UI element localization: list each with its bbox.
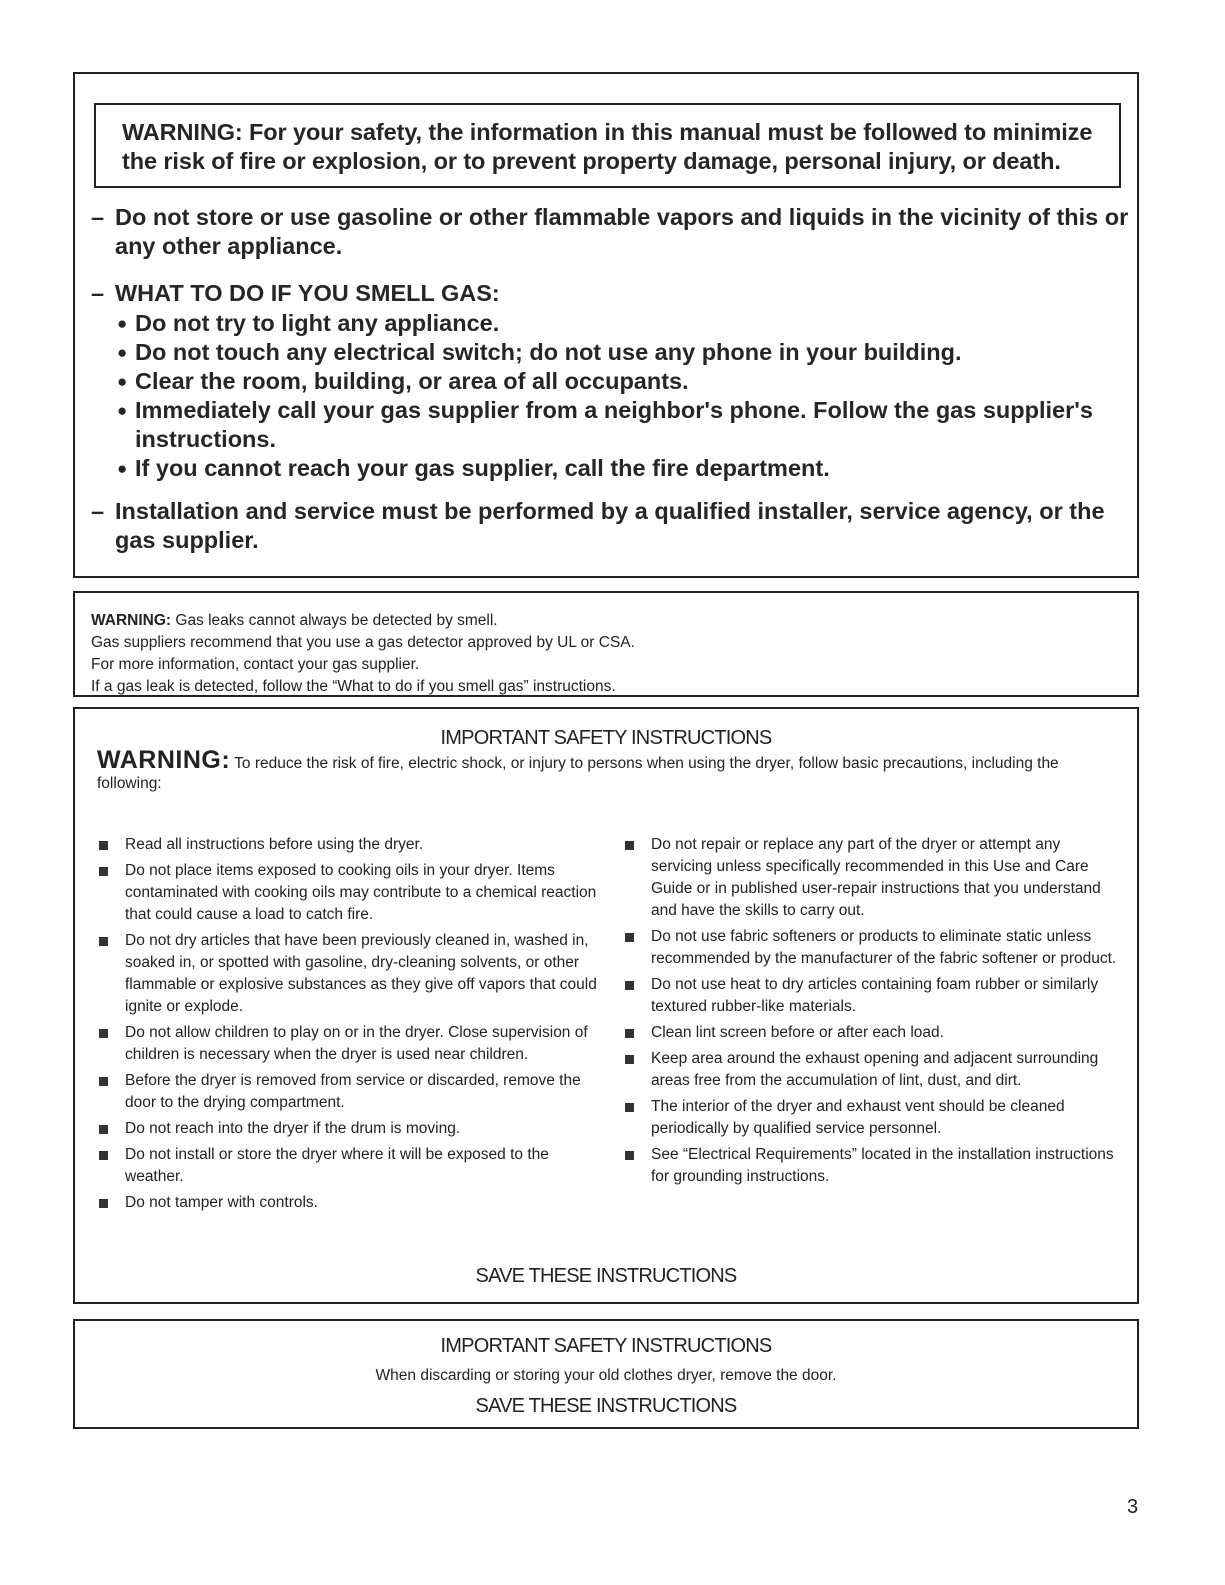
gas-step bbox=[117, 338, 1127, 367]
discard-text: When discarding or storing your old clothes dryer, remove the door. bbox=[375, 1367, 837, 1384]
precaution-item bbox=[623, 1048, 1123, 1092]
precaution-item bbox=[623, 1022, 1123, 1044]
precaution-item bbox=[97, 1144, 597, 1188]
save-instructions-label: SAVE THESE INSTRUCTIONS bbox=[475, 1265, 737, 1287]
gas-step bbox=[117, 396, 1127, 454]
precaution-text: Do not use heat to dry articles containing foam rubber or similarly textured rubber-like materials. bbox=[651, 976, 1099, 1015]
no-flammables-item bbox=[91, 203, 1131, 261]
square-bullet-icon bbox=[99, 1029, 108, 1038]
precaution-item bbox=[623, 926, 1123, 970]
square-bullet-icon bbox=[99, 937, 108, 946]
safety-instructions-box bbox=[73, 707, 1139, 1304]
no-flammables-text: Do not store or use gasoline or other flammable vapors and liquids in the vicinity of this or any other appliance. bbox=[115, 204, 1129, 259]
precaution-text: Do not place items exposed to cooking oils in your dryer. Items contaminated with cooking oils may contribute to a chemical reaction that could cause a load to catch fire. bbox=[125, 862, 597, 923]
precaution-text: See “Electrical Requirements” located in the installation instructions for grounding instructions. bbox=[651, 1146, 1114, 1185]
precaution-item bbox=[623, 974, 1123, 1018]
square-bullet-icon bbox=[625, 1029, 634, 1038]
gas-leak-box bbox=[73, 591, 1139, 697]
gas-leak-line-2: Gas suppliers recommend that you use a gas detector approved by UL or CSA. bbox=[91, 634, 635, 651]
precaution-item bbox=[623, 834, 1123, 922]
square-bullet-icon bbox=[99, 1151, 108, 1160]
safety-title: IMPORTANT SAFETY INSTRUCTIONS bbox=[440, 727, 772, 749]
gas-step bbox=[117, 309, 1127, 338]
precaution-text: Do not use fabric softeners or products to eliminate static unless recommended by the manufacturer of the fabric softener or product. bbox=[651, 928, 1117, 967]
square-bullet-icon bbox=[625, 933, 634, 942]
smell-gas-heading bbox=[91, 279, 1131, 308]
precaution-text: Before the dryer is removed from service or discarded, remove the door to the drying compartment. bbox=[125, 1072, 581, 1111]
square-bullet-icon bbox=[99, 1077, 108, 1086]
precaution-item bbox=[97, 1192, 597, 1214]
square-bullet-icon bbox=[99, 1125, 108, 1134]
bullet-icon: ● bbox=[117, 401, 128, 420]
safety-intro bbox=[97, 746, 1127, 794]
precaution-text: Do not install or store the dryer where it will be exposed to the weather. bbox=[125, 1146, 549, 1185]
right-precautions-list bbox=[623, 834, 1123, 1192]
discard-dryer-box bbox=[73, 1319, 1139, 1429]
precaution-item bbox=[97, 860, 597, 926]
square-bullet-icon bbox=[625, 1151, 634, 1160]
gas-steps-list bbox=[117, 309, 1127, 483]
precaution-text: Keep area around the exhaust opening and adjacent surrounding areas free from the accumulation of lint, dust, and dirt. bbox=[651, 1050, 1099, 1089]
square-bullet-icon bbox=[99, 841, 108, 850]
headline-line-1: WARNING: For your safety, the information in this manual must be followed to minimize bbox=[122, 119, 1093, 145]
precaution-text: Do not allow children to play on or in the dryer. Close supervision of children is necessary when the dryer is used near children. bbox=[125, 1024, 588, 1063]
precaution-text: Do not repair or replace any part of the dryer or attempt any servicing unless specifically recommended in this Use and Care Guide or in published user-repair instructions that you understand and have the skills to carry out. bbox=[651, 836, 1101, 919]
precaution-text: Do not tamper with controls. bbox=[125, 1194, 318, 1211]
installation-text: Installation and service must be performed by a qualified installer, service agency, or the gas supplier. bbox=[115, 498, 1105, 553]
gas-leak-line-4: If a gas leak is detected, follow the “What to do if you smell gas” instructions. bbox=[91, 678, 616, 695]
main-warning-box bbox=[73, 72, 1139, 578]
gas-leak-line-3: For more information, contact your gas supplier. bbox=[91, 656, 420, 673]
gas-step bbox=[117, 367, 1127, 396]
bullet-icon: ● bbox=[117, 459, 128, 478]
gas-leak-line-1 bbox=[91, 610, 635, 632]
smell-gas-heading-text: WHAT TO DO IF YOU SMELL GAS: bbox=[115, 280, 500, 306]
square-bullet-icon bbox=[625, 841, 634, 850]
precaution-item bbox=[623, 1144, 1123, 1188]
dash-marker: – bbox=[91, 498, 105, 524]
installation-item bbox=[91, 497, 1131, 555]
precaution-text: Do not reach into the dryer if the drum is moving. bbox=[125, 1120, 461, 1137]
warning-word: WARNING: bbox=[97, 746, 231, 774]
gas-step-text: Clear the room, building, or area of all occupants. bbox=[135, 368, 689, 394]
precaution-item bbox=[97, 1118, 597, 1140]
precaution-text: Read all instructions before using the dryer. bbox=[125, 836, 424, 853]
square-bullet-icon bbox=[625, 1055, 634, 1064]
precaution-text: The interior of the dryer and exhaust vent should be cleaned periodically by qualified service personnel. bbox=[651, 1098, 1065, 1137]
square-bullet-icon bbox=[625, 1103, 634, 1112]
headline-warning bbox=[94, 103, 1121, 188]
dash-marker: – bbox=[91, 280, 105, 306]
bullet-icon: ● bbox=[117, 372, 128, 391]
precaution-text: Do not dry articles that have been previously cleaned in, washed in, soaked in, or spotted with gasoline, dry-cleaning solvents, or other flammable or explosive substances as they give off vapors that could ignite or explode. bbox=[125, 932, 597, 1015]
bullet-icon: ● bbox=[117, 343, 128, 362]
gas-leak-text bbox=[91, 610, 635, 698]
square-bullet-icon bbox=[625, 981, 634, 990]
safety-intro-text: To reduce the risk of fire, electric shock, or injury to persons when using the dryer, follow basic precautions, including the following: bbox=[97, 755, 1059, 792]
square-bullet-icon bbox=[99, 1199, 108, 1208]
square-bullet-icon bbox=[99, 867, 108, 876]
precaution-item bbox=[97, 1070, 597, 1114]
gas-step-text: Do not touch any electrical switch; do not use any phone in your building. bbox=[135, 339, 962, 365]
gas-step-text: If you cannot reach your gas supplier, call the fire department. bbox=[135, 455, 830, 481]
precaution-item bbox=[97, 1022, 597, 1066]
discard-title: IMPORTANT SAFETY INSTRUCTIONS bbox=[440, 1335, 772, 1357]
gas-step-text: Do not try to light any appliance. bbox=[135, 310, 500, 336]
gas-step-text: Immediately call your gas supplier from a neighbor's phone. Follow the gas supplier's instructions. bbox=[135, 397, 1093, 452]
precaution-item bbox=[97, 834, 597, 856]
warning-label: WARNING: bbox=[91, 612, 172, 629]
precaution-item bbox=[623, 1096, 1123, 1140]
bullet-icon: ● bbox=[117, 314, 128, 333]
gas-leak-line-1-text: Gas leaks cannot always be detected by smell. bbox=[171, 612, 498, 629]
gas-step bbox=[117, 454, 1127, 483]
headline-line-2: the risk of fire or explosion, or to prevent property damage, personal injury, or death. bbox=[122, 148, 1061, 174]
dash-marker: – bbox=[91, 204, 105, 230]
precaution-text: Clean lint screen before or after each load. bbox=[651, 1024, 944, 1041]
discard-save-label: SAVE THESE INSTRUCTIONS bbox=[475, 1395, 737, 1417]
left-precautions-list bbox=[97, 834, 597, 1218]
page-number: 3 bbox=[1127, 1496, 1139, 1518]
precaution-item bbox=[97, 930, 597, 1018]
